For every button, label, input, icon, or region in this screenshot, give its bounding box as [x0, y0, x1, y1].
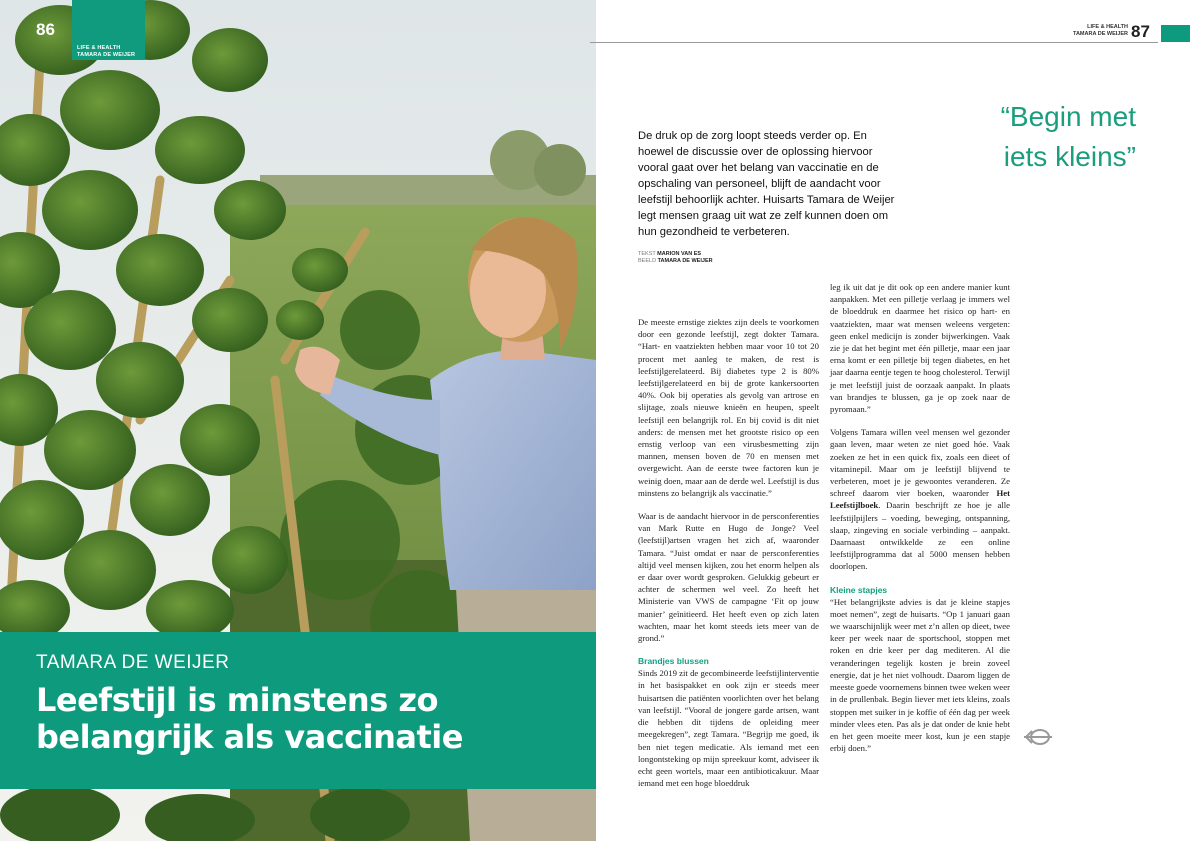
header-rule: [590, 42, 1158, 43]
credit-image-label: BEELD: [638, 258, 657, 264]
body-column-2: [830, 281, 1010, 765]
credit-text-label: TEKST: [638, 251, 656, 257]
headline-line-2: belangrijk als vaccinatie: [36, 718, 463, 756]
credit-text: [638, 251, 701, 257]
body-paragraph: leg ik uit dat je dit ook op een andere manier kunt aanpakken. Met een pilletje verlaag je immers wel de bloeddruk en daarmee het risico op hart- en vaatziekten, maar wat mensen weleens vergeten: geen enkel medicijn is zonder bijwerkingen. Vaak zie je dat het begint met één pilletje, maar een jaar erna komt er een pilletje bij tegen diabetes, en het jaar daarna eentje tegen te hoog cholesterol. Terwijl je met leefstijl juist de oorzaak aanpakt. In plaats van brandjes te blussen, ga je op zoek naar de pyromaan.”: [830, 282, 1010, 415]
credit-image: [638, 258, 713, 264]
body-paragraph: Sinds 2019 zit de gecombineerde leefstijlinterventie in het basispakket en ook zijn er steeds meer huisartsen die patiënten voorlichten over het belang van leefstijl. “Vooral de jongere garde artsen, want die hebben dit tijdens de opleiding meer meegekregen”, zegt Tamara. “Begrijp me goed, ik ben niet tegen medicatie. Als iemand met een longontsteking op mijn spreekuur komt, adviseer ik echt geen wortels, maar een antibioticakuur. Maar iemand met een hoge bloeddruk: [638, 668, 819, 789]
page-number-left: 86: [36, 20, 55, 39]
kicker-author-right: TAMARA DE WEIJER: [1073, 31, 1128, 37]
kicker-section-right: LIFE & HEALTH: [1087, 24, 1128, 30]
person-name: TAMARA DE WEIJER: [36, 652, 230, 673]
headline-box: [0, 632, 596, 789]
body-paragraph: [830, 426, 1010, 572]
subheading-kleine-stapjes: Kleine stapjes: [830, 584, 888, 595]
pull-quote: [960, 97, 1136, 177]
credit-image-name: TAMARA DE WEIJER: [657, 258, 713, 264]
credit-text-name: MARION VAN ES: [657, 251, 702, 257]
kicker-author-left: TAMARA DE WEIJER: [77, 52, 136, 58]
pull-quote-line-1: “Begin met: [1000, 101, 1136, 132]
book-title: Het Leefstijlboek: [830, 488, 1010, 511]
body-text: . Daarin beschrijft ze hoe je alle leefstijlpijlers – voeding, beweging, ontspanning, slaap, zingeving en sociale verbinding – aanpakt. Daarnaast ontwikkelde ze een online leefstijlprogramma dat al 5000 mensen hebben doorlopen.: [830, 500, 1010, 572]
body-paragraph: “Het belangrijkste advies is dat je kleine stapjes moet nemen”, zegt de huisarts. “Op 1 januari gaan we waarschijnlijk weer met z’n allen op dieet, twee keer per week naar de sportschool, stoppen met roken en drie keer per dag mediteren. Al die veranderingen tegelijk kosten je brein zoveel energie, dat je het niet volhoudt. Daarom liggen de meeste goede voornemens binnen twee weken weer in de prullenbak. Begin liever met iets kleins, zoals stoppen met suiker in je koffie of één dag per week minder vlees eten. Pas als je dat onder de knie hebt en het geen moeite meer kost, kun je een stapje erbij doen.”: [830, 596, 1010, 754]
headline: [36, 682, 463, 756]
body-paragraph: De meeste ernstige ziektes zijn deels te voorkomen door een gezonde leefstijl, zegt dokter Tamara. “Hart- en vaatziekten hebben maar voor 10 tot 20 procent met aanleg te maken, de rest is leefstijlgerelateerd. Bij diabetes type 2 is 80% leefstijlgerelateerd en bij de grote kankersoorten 40%. Ook bij operaties als gevolg van artrose en slijtage, zoals nieuwe knieën en heupen, speelt leefstijl een belangrijk rol. En bij covid is dit niet anders: de mensen met het grootste risico op een ernstig verloop van een virusbesmetting zijn mannen, mensen boven de 70 en mensen met overgewicht. Aan de eerste twee factoren kun je weinig doen, maar aan de derde wel. Leefstijl is dus minstens zo belangrijk als vaccinatie.”: [638, 317, 819, 498]
pull-quote-line-2: iets kleins”: [1003, 141, 1136, 172]
subheading-brandjes-blussen: Brandjes blussen: [638, 656, 709, 667]
headline-line-1: Leefstijl is minstens zo: [36, 681, 438, 719]
body-text: Volgens Tamara willen veel mensen wel gezonder gaan leven, maar weten ze niet goed hóe. Vaak zoeken ze het in een quick fix, zoals een dieet of vitaminepil. Maar om je leefstijl blijvend te verbeteren, moet je je gewoontes veranderen. Ze schreef daarom vier boeken, waaronder: [830, 427, 1010, 499]
body-paragraph: Waar is de aandacht hiervoor in de persconferenties van Mark Rutte en Hugo de Jonge? Veel (leefstijl)artsen vragen het zich af, waaronder Tamara. “Juist omdat er naar de persconferenties altijd veel mensen kijken, zou het enorm helpen als er daar over wordt gesproken. Gelukkig gebeurt er achter de schermen wel veel. Zo heeft het Ministerie van VWS de campagne ‘Fit op jouw manier’ geïnitieerd. Het heeft even op zich laten wachten, maar het komt steeds iets meer van de grond.”: [638, 511, 819, 644]
kicker-section-left: LIFE & HEALTH: [77, 45, 121, 51]
page-number-right: 87: [1131, 22, 1150, 41]
end-mark-icon: [1022, 727, 1054, 747]
section-tab-left: [72, 0, 145, 60]
body-column-1: [638, 316, 819, 800]
intro-paragraph: De druk op de zorg loopt steeds verder op. En hoewel de discussie over de oplossing hiervoor vooral gaat over het belang van vaccinatie en de opschaling van personeel, blijft de aandacht voor leefstijl behoorlijk achter. Huisarts Tamara de Weijer legt mensen graag uit wat ze zelf kunnen doen om hun gezondheid te verbeteren.: [638, 130, 895, 238]
section-tab-right: [1161, 25, 1190, 42]
